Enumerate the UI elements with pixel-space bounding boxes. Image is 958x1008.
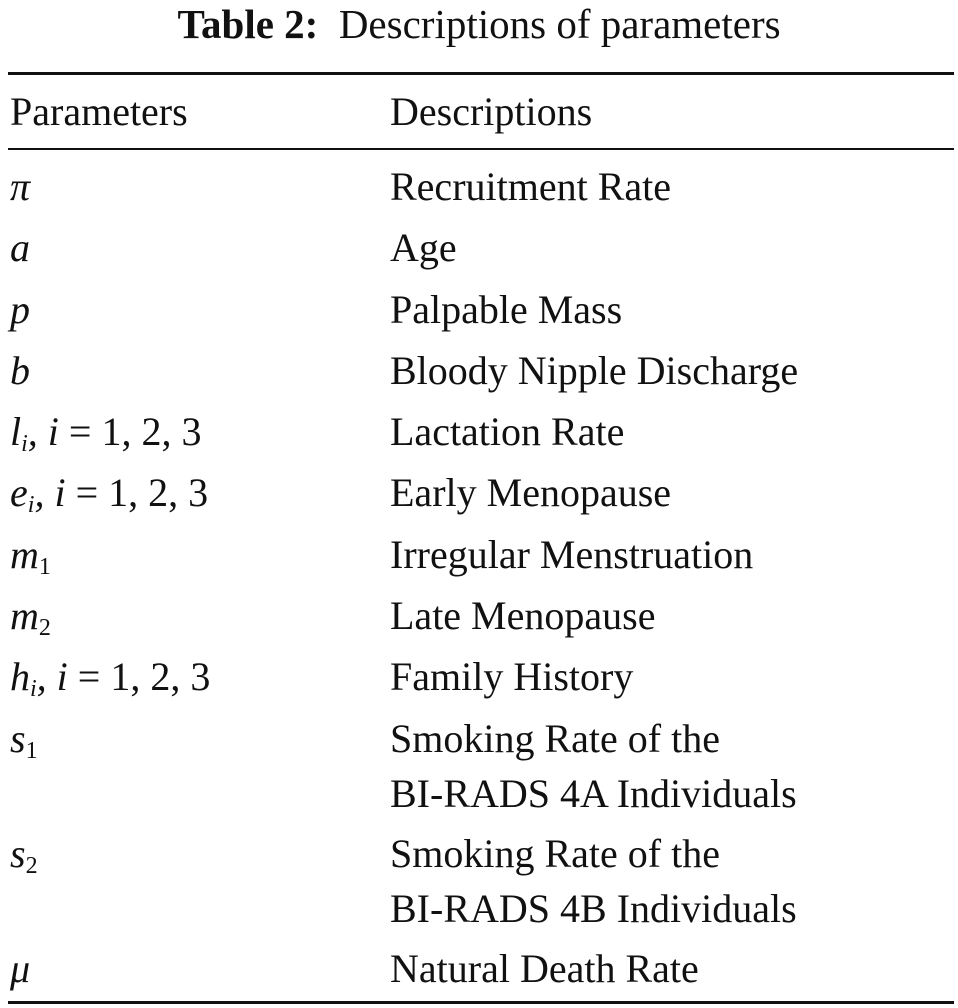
param-base: e [10,470,28,516]
header-parameters: Parameters [10,89,188,134]
table-caption [0,0,958,48]
table-caption-label: Table 2: [177,1,319,47]
bottom-rule [8,1001,954,1004]
param-description: Family History [390,654,634,700]
param-condition-var: i [54,470,66,516]
table-row [0,823,958,938]
param-symbol [10,823,38,884]
param-base: s [10,830,26,876]
param-base: m [10,593,39,639]
table-row [0,156,958,217]
param-description: Bloody Nipple Discharge [390,347,799,393]
param-condition-var: i [47,409,59,455]
param-subscript: 1 [25,737,38,764]
param-description: Late Menopause [390,593,656,639]
param-symbol [10,524,51,585]
param-symbol: $l_i$, i = 1, 2, 3 [10,409,202,458]
table-caption-text: Descriptions of parameters [338,1,781,47]
param-description-line1: Smoking Rate of the [390,715,720,761]
param-symbol [10,585,51,646]
table-row [0,340,958,401]
param-description [390,826,797,936]
param-description: Palpable Mass [390,286,623,332]
table-row [0,938,958,999]
table-row [0,708,958,823]
header-descriptions: Descriptions [390,89,593,134]
param-description-line1: Smoking Rate of the [390,830,720,876]
table-row [0,646,958,707]
param-subscript: 2 [25,852,38,879]
param-description-line2: BI-RADS 4B Individuals [390,885,797,931]
param-condition-values: = 1, 2, 3 [75,470,209,516]
param-base: l [10,409,22,455]
param-description [390,711,797,821]
param-subscript: 1 [38,553,51,580]
table-row [0,462,958,523]
table-row [0,401,958,462]
table-row [0,585,958,646]
param-subscript: i [21,431,28,458]
param-base: h [10,654,30,700]
param-symbol: $h_i$, i = 1, 2, 3 [10,654,211,703]
param-description-line2: BI-RADS 4A Individuals [390,770,797,816]
param-subscript: i [30,676,37,703]
table-row [0,217,958,278]
param-subscript: 2 [38,615,51,642]
param-symbol: π [10,164,31,209]
param-description: Irregular Menstruation [390,531,754,577]
top-rule [8,72,954,75]
param-symbol: p [10,286,30,332]
table-body [0,156,958,999]
param-symbol: b [10,347,30,393]
param-description: Natural Death Rate [390,945,699,991]
table-row [0,279,958,340]
param-condition-values: = 1, 2, 3 [77,654,211,700]
table-row [0,524,958,585]
param-description: Recruitment Rate [390,164,672,209]
param-symbol: a [10,225,30,271]
param-symbol: $e_i$, i = 1, 2, 3 [10,470,209,519]
param-symbol: μ [10,945,31,991]
param-description: Lactation Rate [390,409,625,455]
param-description: Age [390,225,457,271]
param-base: m [10,531,39,577]
param-subscript: i [27,492,35,519]
table-header [0,84,958,140]
param-condition-var: i [56,654,68,700]
param-condition-values: = 1, 2, 3 [68,409,202,455]
param-description: Early Menopause [390,470,672,516]
header-rule [8,148,954,150]
param-symbol [10,708,38,769]
param-base: s [10,715,26,761]
